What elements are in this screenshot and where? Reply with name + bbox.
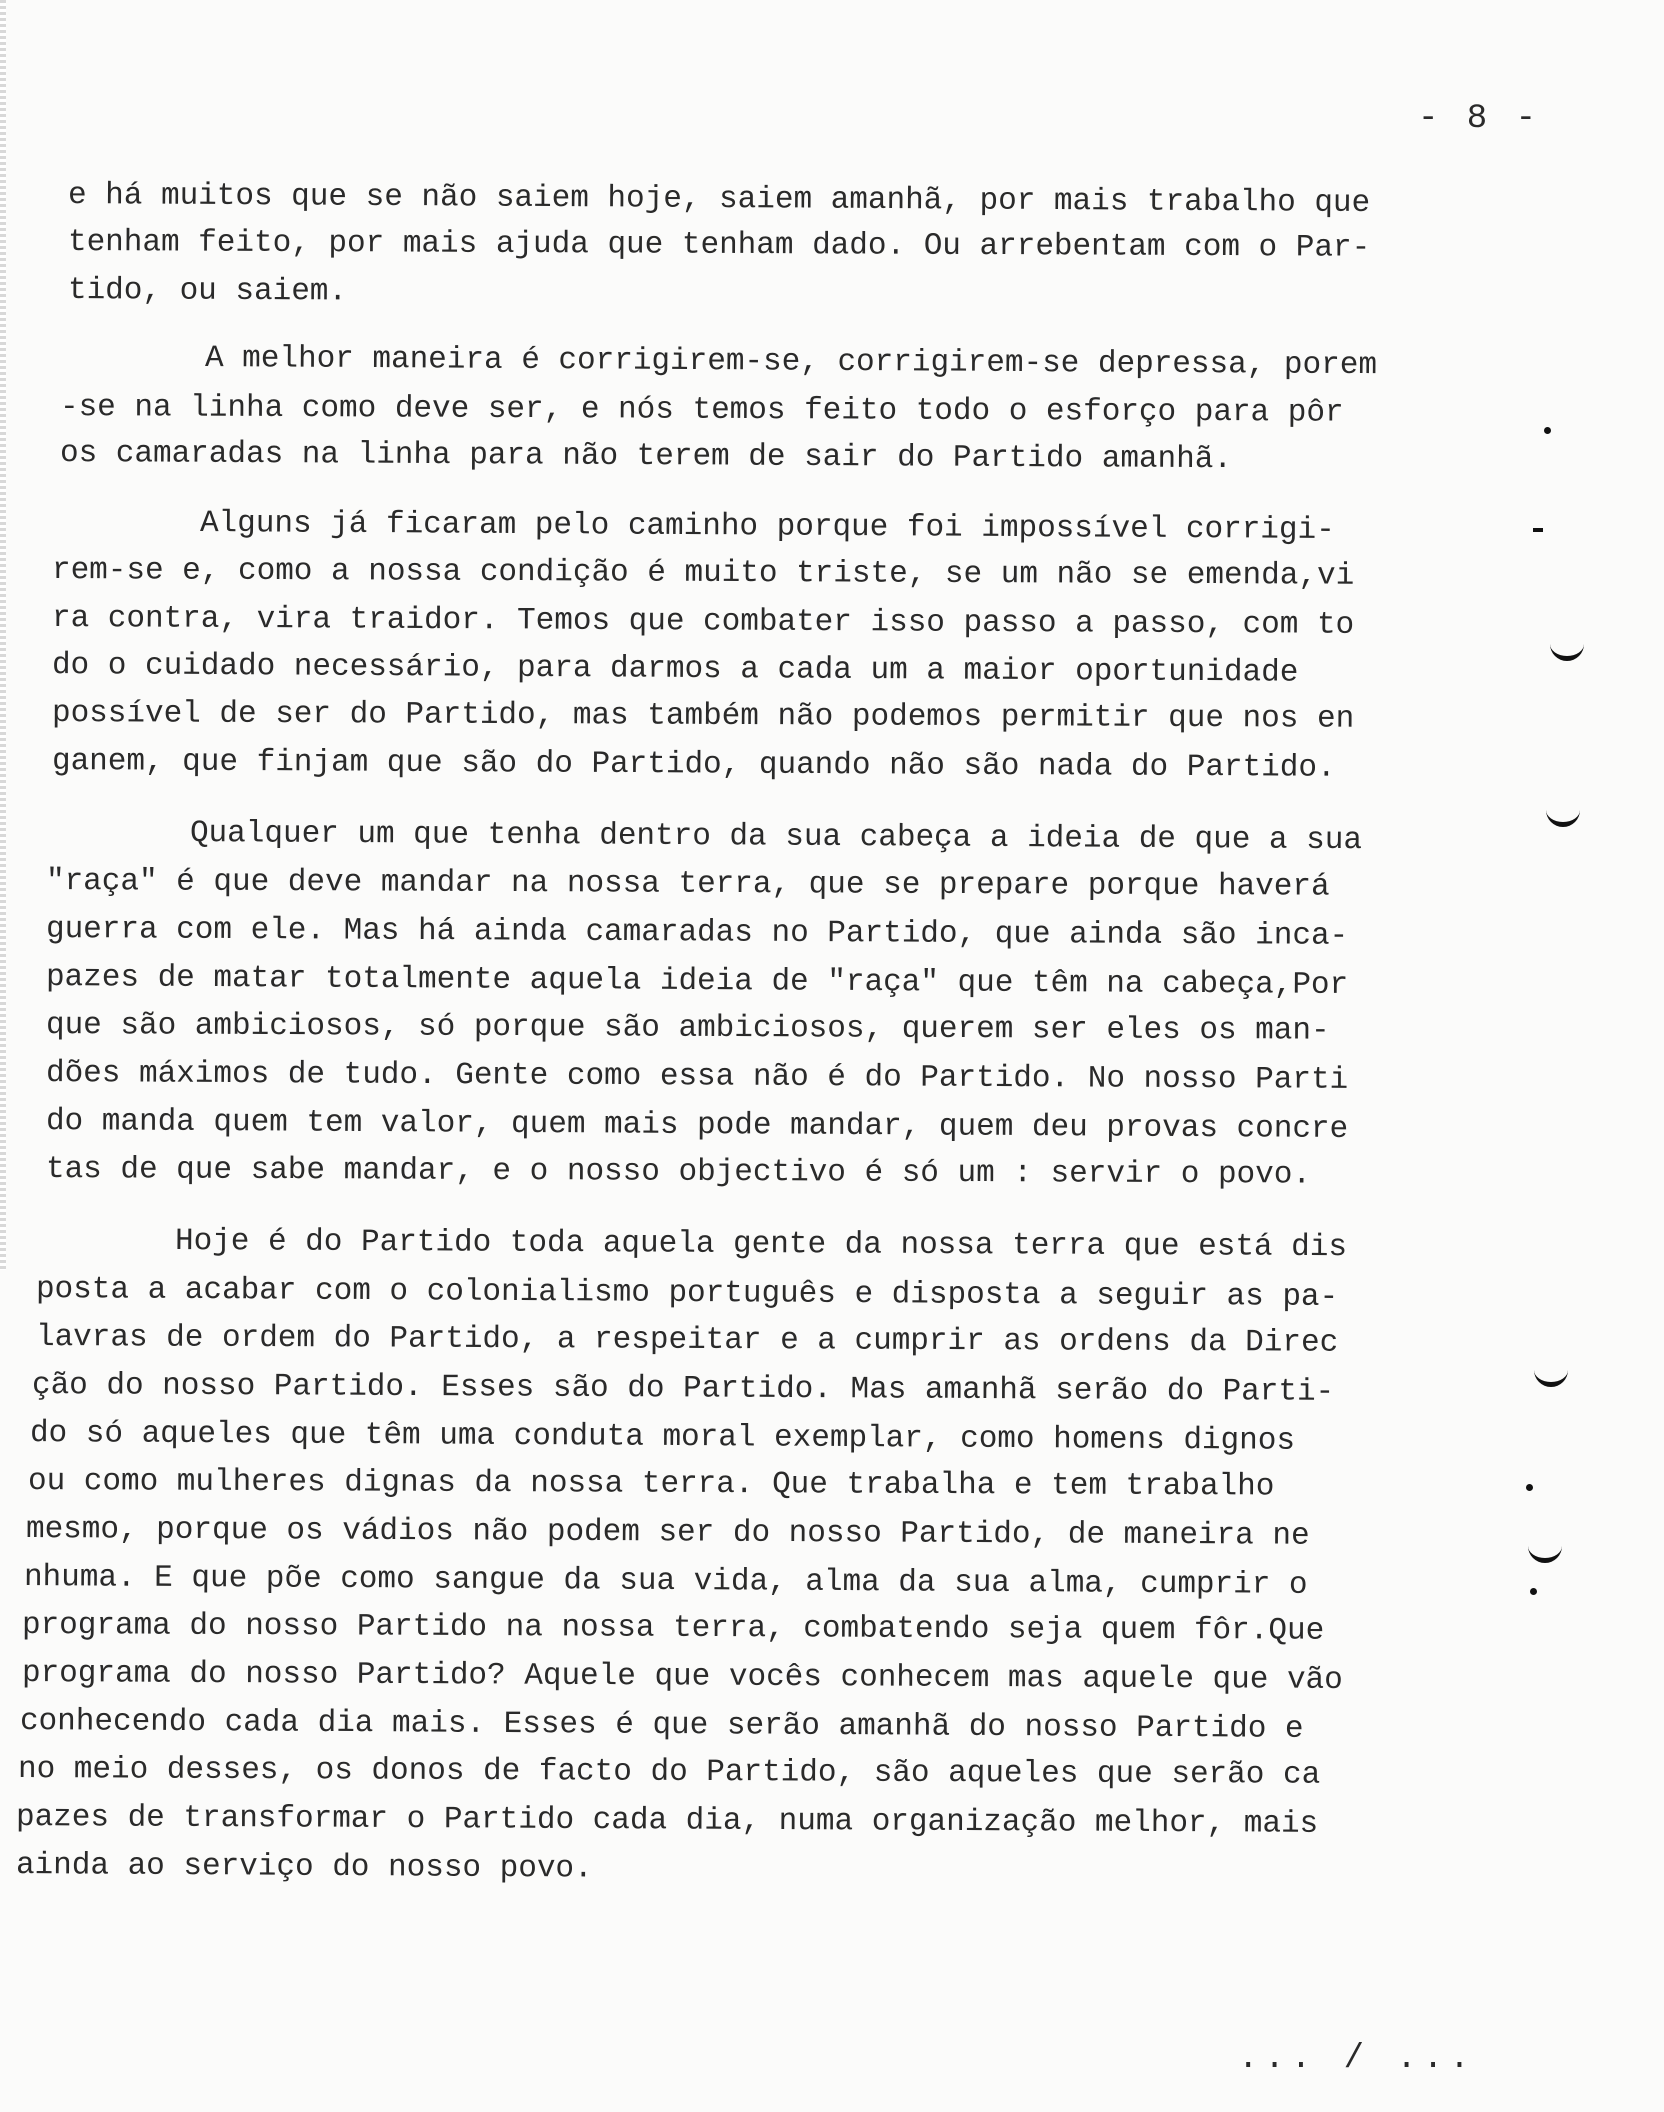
text-line: programa do nosso Partido? Aquele que vocês conhecem mas aquele que vão <box>21 1656 1343 1698</box>
text-line: A melhor maneira é corrigirem-se, corrigirem-se depressa, porem <box>204 341 1378 384</box>
text-line: do manda quem tem valor, quem mais pode mandar, quem deu provas concre <box>45 1104 1349 1147</box>
text-line: no meio desses, os donos de facto do Partido, são aqueles que serão ca <box>17 1752 1321 1793</box>
continuation-mark: ... / ... <box>1238 2040 1476 2078</box>
text-line: tenham feito, por mais ajuda que tenham dado. Ou arrebentam com o Par- <box>67 225 1371 266</box>
text-line: nhuma. E que põe como sangue da sua vida, alma da sua alma, cumprir o <box>23 1560 1308 1603</box>
text-line: ra contra, vira traidor. Temos que combater isso passo a passo, com to <box>51 601 1355 643</box>
text-line: ção do nosso Partido. Esses são do Partido. Mas amanhã serão do Parti- <box>31 1368 1335 1410</box>
text-line: possível de ser do Partido, mas também não podemos permitir que nos en <box>51 696 1355 737</box>
text-line: Qualquer um que tenha dentro da sua cabeça a ideia de que a sua <box>189 816 1363 859</box>
margin-dot <box>1526 1484 1533 1491</box>
text-line: do o cuidado necessário, para darmos a cada um a maior oportunidade <box>51 648 1299 691</box>
text-line: dões máximos de tudo. Gente como essa não é do Partido. No nosso Parti <box>45 1056 1349 1098</box>
text-line: os camaradas na linha para não terem de sair do Partido amanhã. <box>59 436 1233 478</box>
text-line: pazes de matar totalmente aquela ideia de "raça" que têm na cabeça,Por <box>45 960 1349 1003</box>
text-line: rem-se e, como a nossa condição é muito triste, se um não se emenda,vi <box>51 553 1355 594</box>
text-line: Hoje é do Partido toda aquela gente da nossa terra que está dis <box>174 1224 1348 1266</box>
text-line: guerra com ele. Mas há ainda camaradas no Partido, que ainda são inca- <box>45 912 1349 954</box>
margin-dot <box>1530 1588 1537 1595</box>
text-line: "raça" é que deve mandar na nossa terra, que se prepare porque haverá <box>45 864 1330 905</box>
text-line: ganem, que finjam que são do Partido, quando não são nada do Partido. <box>51 744 1336 786</box>
margin-arc <box>1546 806 1580 827</box>
page-number: - 8 - <box>1418 100 1541 138</box>
text-line: programa do nosso Partido na nossa terra, combatendo seja quem fôr.Que <box>21 1608 1325 1649</box>
text-line: ou como mulheres dignas da nossa terra. Que trabalha e tem trabalho <box>27 1464 1275 1505</box>
text-line: do só aqueles que têm uma conduta moral exemplar, como homens dignos <box>29 1416 1296 1459</box>
text-line: ainda ao serviço do nosso povo. <box>15 1848 593 1887</box>
text-line: posta a acabar com o colonialismo português e disposta a seguir as pa- <box>35 1272 1339 1315</box>
text-line: Alguns já ficaram pelo caminho porque foi impossível corrigi- <box>199 506 1335 548</box>
margin-arc <box>1528 1542 1562 1563</box>
text-line: conhecendo cada dia mais. Esses é que serão amanhã do nosso Partido e <box>19 1704 1304 1747</box>
scanned-page-edge <box>0 0 6 1270</box>
text-line: lavras de ordem do Partido, a respeitar e a cumprir as ordens da Direc <box>35 1320 1339 1361</box>
text-line: tido, ou saiem. <box>67 273 348 310</box>
margin-dot <box>1544 427 1551 434</box>
margin-arc <box>1534 1366 1568 1387</box>
text-line: -se na linha como deve ser, e nós temos feito todo o esforço para pôr <box>59 390 1344 431</box>
text-line: tas de que sabe mandar, e o nosso objectivo é só um : servir o povo. <box>45 1152 1312 1193</box>
margin-dash <box>1533 528 1543 532</box>
text-line: e há muitos que se não saiem hoje, saiem amanhã, por mais trabalho que <box>67 178 1371 221</box>
text-line: mesmo, porque os vádios não podem ser do nosso Partido, de maneira ne <box>25 1512 1310 1554</box>
text-line: que são ambiciosos, só porque são ambiciosos, querem ser eles os man- <box>45 1008 1330 1049</box>
margin-arc <box>1550 640 1584 661</box>
text-line: pazes de transformar o Partido cada dia, numa organização melhor, mais <box>15 1800 1319 1842</box>
